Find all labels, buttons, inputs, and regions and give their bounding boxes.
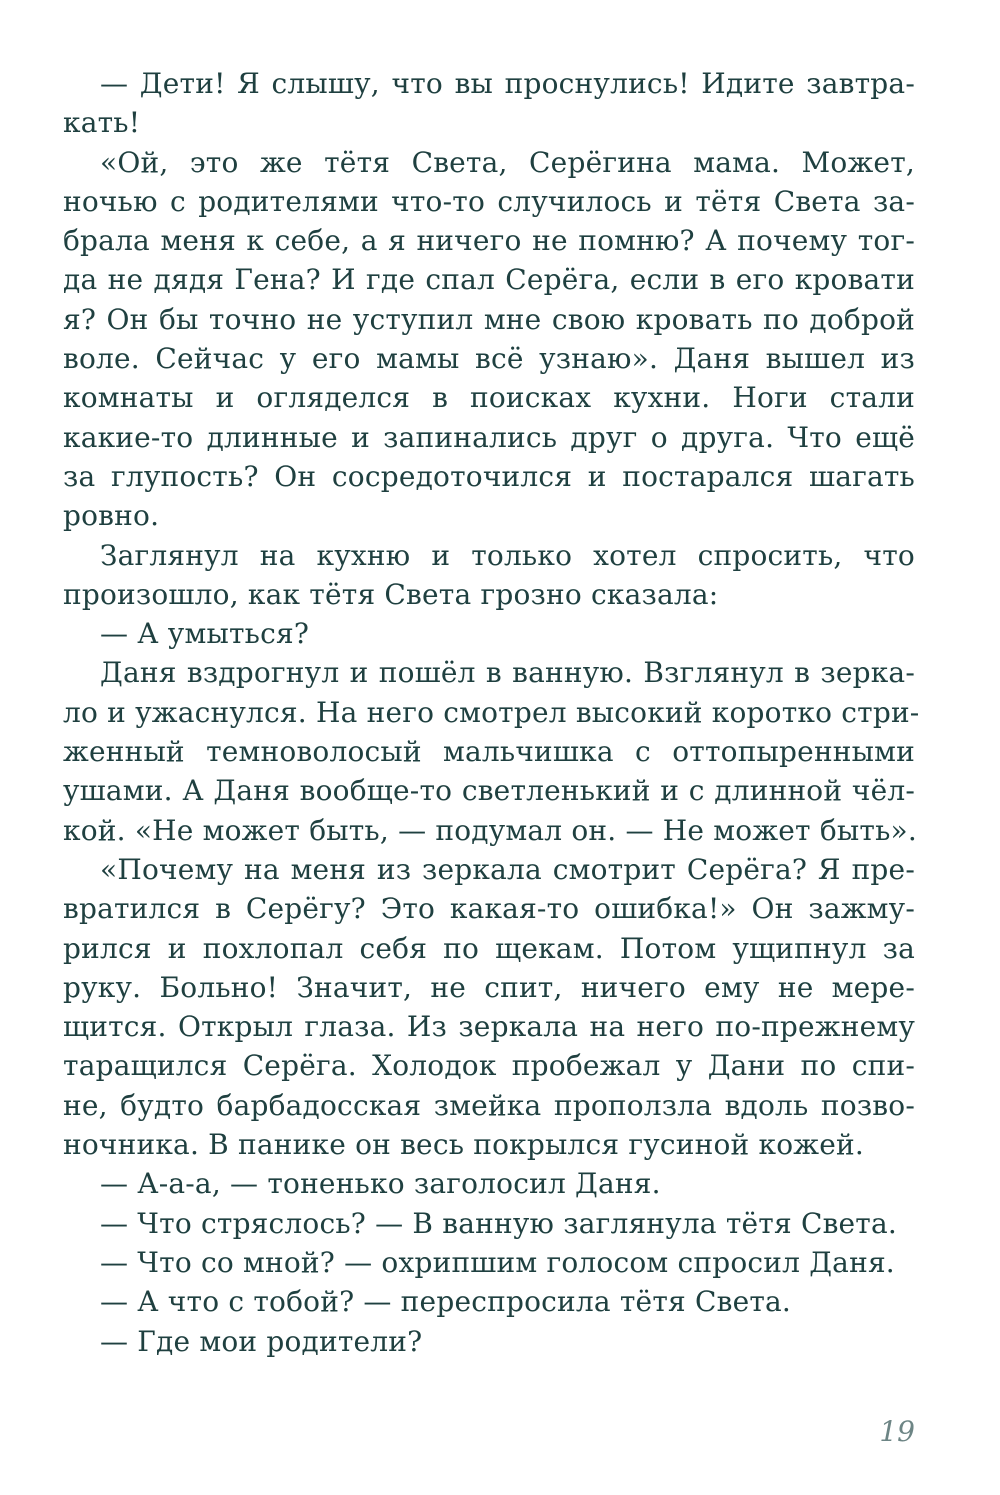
text-line: ушами. А Даня вообще-то светленький и с длинной чёл- — [63, 774, 915, 808]
text-line: я? Он бы точно не уступил мне свою кровать по доброй — [63, 302, 915, 336]
text-line: руку. Больно! Значит, не спит, ничего ему не мере- — [63, 970, 915, 1004]
text-line: ло и ужаснулся. На него смотрел высокий коротко стри- — [63, 695, 920, 729]
text-line: женный темноволосый мальчишка с оттопыренными — [63, 735, 915, 769]
text-line: — Что стряслось? — В ванную заглянула тётя Света. — [100, 1206, 897, 1240]
text-line: рился и похлопал себя по щекам. Потом ущипнул за — [63, 931, 915, 965]
text-line: какие-то длинные и запинались друг о друга. Что ещё — [63, 420, 915, 454]
text-line: за глупость? Он сосредоточился и постарался шагать — [63, 459, 915, 493]
text-line: кой. «Не может быть, — подумал он. — Не может быть». — [63, 813, 917, 847]
text-line: — А-а-а, — тоненько заголосил Даня. — [100, 1167, 661, 1201]
text-line: — А умыться? — [100, 617, 310, 651]
text-line: воле. Сейчас у его мамы всё узнаю». Даня вышел из — [63, 342, 915, 376]
text-line: — Где мои родители? — [100, 1324, 423, 1358]
text-line: ночью с родителями что-то случилось и тётя Света за- — [63, 184, 915, 218]
text-line: ночника. В панике он весь покрылся гусиной кожей. — [63, 1128, 864, 1162]
text-line: Заглянул на кухню и только хотел спросить, что — [100, 538, 915, 572]
text-line: таращился Серёга. Холодок пробежал у Дани по спи- — [63, 1049, 915, 1083]
text-line: брала меня к себе, а я ничего не помню? А почему тог- — [63, 224, 915, 258]
text-line: «Почему на меня из зеркала смотрит Серёга? Я пре- — [100, 852, 915, 886]
text-line: — А что с тобой? — переспросила тётя Света. — [100, 1285, 792, 1319]
text-line: кать! — [63, 106, 141, 140]
page-body — [63, 64, 920, 1361]
text-line: — Что со мной? — охрипшим голосом спросил Даня. — [100, 1245, 895, 1279]
text-line: произошло, как тётя Света грозно сказала: — [63, 577, 719, 611]
text-line: щится. Открыл глаза. Из зеркала на него по-прежнему — [63, 1010, 915, 1044]
text-line: «Ой, это же тётя Света, Серёгина мама. Может, — [100, 145, 915, 179]
page-number: 19 — [879, 1415, 915, 1448]
text-line: комнаты и огляделся в поисках кухни. Ноги стали — [63, 381, 915, 415]
text-line: да не дядя Гена? И где спал Серёга, если в его кровати — [63, 263, 915, 297]
text-line: ровно. — [63, 499, 160, 533]
text-line: Даня вздрогнул и пошёл в ванную. Взглянул в зерка- — [100, 656, 915, 690]
text-line: — Дети! Я слышу, что вы проснулись! Идите завтра- — [100, 67, 915, 100]
text-line: вратился в Серёгу? Это какая-то ошибка!» Он зажму- — [63, 892, 915, 926]
text-line: не, будто барбадосская змейка проползла вдоль позво- — [63, 1088, 915, 1122]
